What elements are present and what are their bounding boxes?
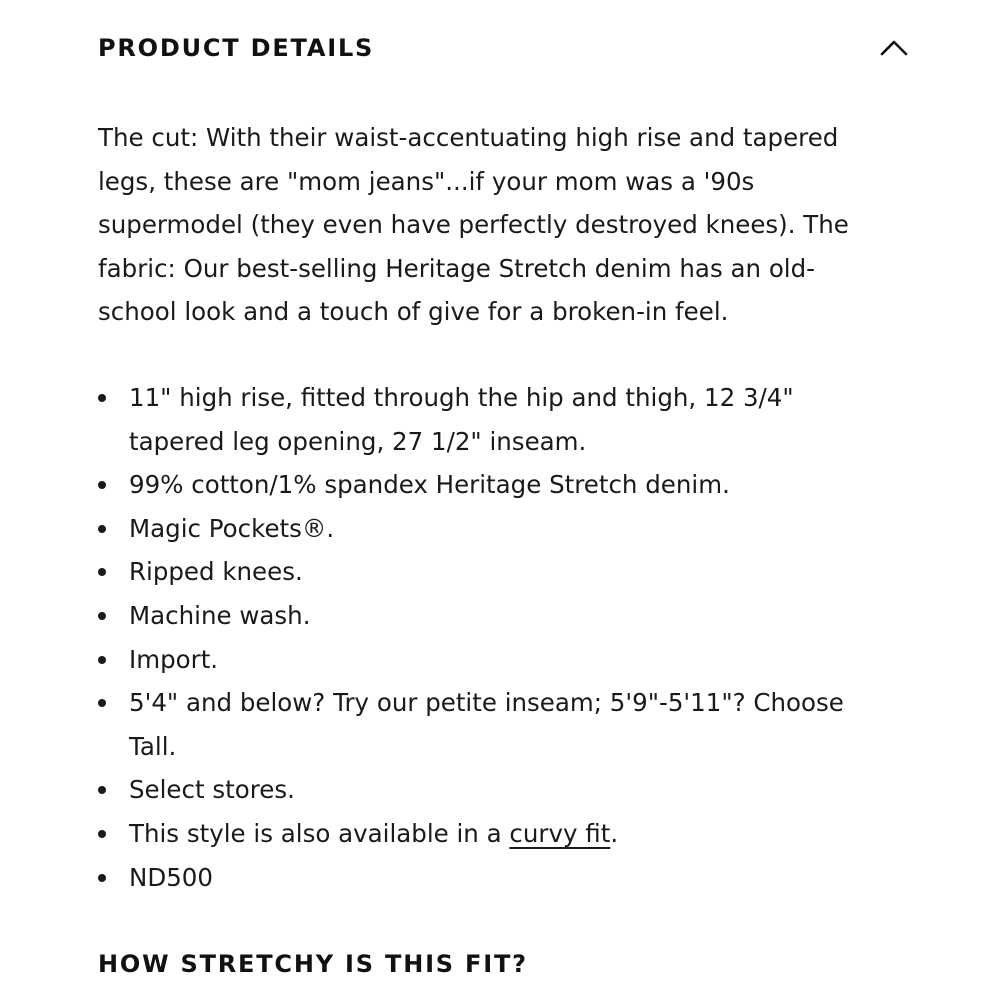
curvy-fit-prefix: This style is also available in a <box>129 818 510 848</box>
list-item: Magic Pockets®. <box>98 507 888 551</box>
product-details-title: PRODUCT DETAILS <box>98 34 375 62</box>
product-description: The cut: With their waist-accentuating high rise and tapered legs, these are "mom jeans"...if your mom was a '90s supermodel (they even have perfectly destroyed knees). The fabric: Our best-selling Heritage Stretch denim has an old-school look and a touch of give for a broken-in feel. <box>98 123 849 327</box>
list-item: 5'4" and below? Try our petite inseam; 5'9"-5'11"? Choose Tall. <box>98 681 888 768</box>
list-item: Import. <box>98 638 888 682</box>
product-details-header[interactable] <box>98 28 902 68</box>
chevron-up-icon[interactable] <box>874 28 914 68</box>
list-item: 99% cotton/1% spandex Heritage Stretch denim. <box>98 463 888 507</box>
curvy-fit-link[interactable]: curvy fit <box>509 818 611 848</box>
list-item: 11" high rise, fitted through the hip and thigh, 12 3/4" tapered leg opening, 27 1/2" inseam. <box>98 376 888 463</box>
product-details-list <box>98 376 888 899</box>
product-code: ND500 <box>98 856 888 900</box>
curvy-fit-suffix: . <box>610 818 619 848</box>
list-item: Select stores. <box>98 768 888 812</box>
stretch-fit-title: HOW STRETCHY IS THIS FIT? <box>98 950 528 978</box>
list-item-curvy-fit <box>98 812 888 856</box>
list-item: Ripped knees. <box>98 550 888 594</box>
list-item: Machine wash. <box>98 594 888 638</box>
stretch-fit-header[interactable] <box>98 944 902 984</box>
